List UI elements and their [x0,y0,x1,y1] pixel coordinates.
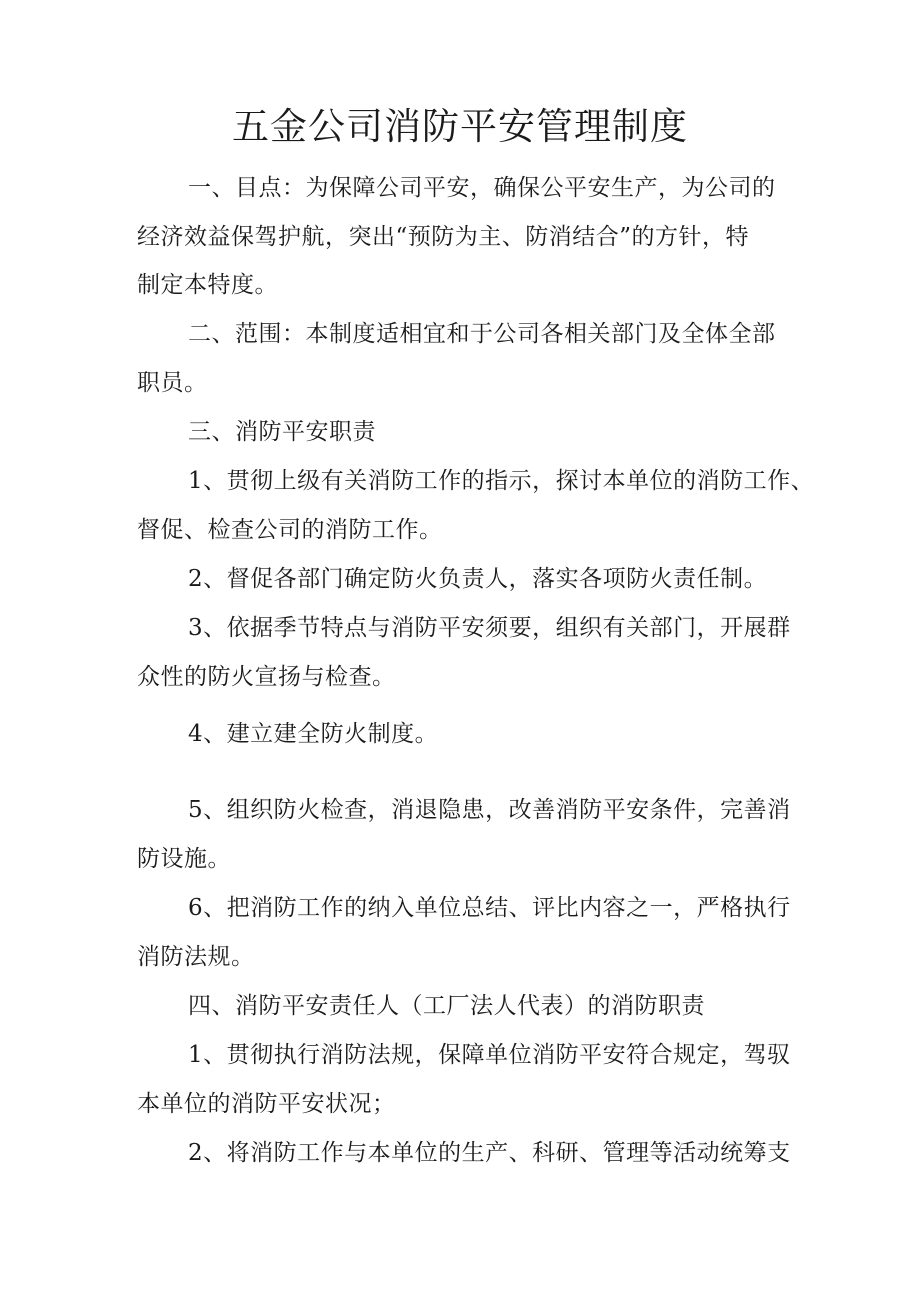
paragraph-line: 2、将消防工作与本单位的生产、科研、管理等活动统筹支 [188,1140,791,1166]
paragraph-line: 二、范围：本制度适相宜和于公司各相关部门及全体全部 [188,321,776,347]
paragraph-line: 6、把消防工作的纳入单位总结、评比内容之一，严格执行 [188,895,791,921]
paragraph-line: 4、建立建全防火制度。 [188,721,439,747]
section-heading: 四、消防平安责任人（工厂法人代表）的消防职责 [188,993,705,1019]
document-title: 五金公司消防平安管理制度 [232,105,688,148]
paragraph-line: 本单位的消防平安状况； [137,1091,396,1117]
paragraph-line: 2、督促各部门确定防火负责人，落实各项防火责任制。 [188,566,768,592]
paragraph-line: 职员。 [137,370,208,396]
paragraph-line: 督促、检查公司的消防工作。 [137,517,443,543]
paragraph-line: 3、依据季节特点与消防平安须要，组织有关部门，开展群 [188,615,791,641]
paragraph-line: 消防法规。 [137,944,255,970]
section-heading: 三、消防平安职责 [188,419,376,445]
paragraph-line: 制定本特度。 [137,272,278,298]
paragraph-line: 1、贯彻执行消防法规，保障单位消防平安符合规定，驾驭 [188,1042,791,1068]
paragraph-line: 一、目点：为保障公司平安，确保公平安生产，为公司的 [188,175,776,201]
paragraph-line: 经济效益保驾护航，突出“预防为主、防消结合”的方针，特 [137,224,750,250]
paragraph-line: 防设施。 [137,846,231,872]
paragraph-line: 众性的防火宣扬与检查。 [137,664,396,690]
paragraph-line: 1、贯彻上级有关消防工作的指示，探讨本单位的消防工作、 [188,468,815,494]
paragraph-line: 5、组织防火检查，消退隐患，改善消防平安条件，完善消 [188,797,791,823]
